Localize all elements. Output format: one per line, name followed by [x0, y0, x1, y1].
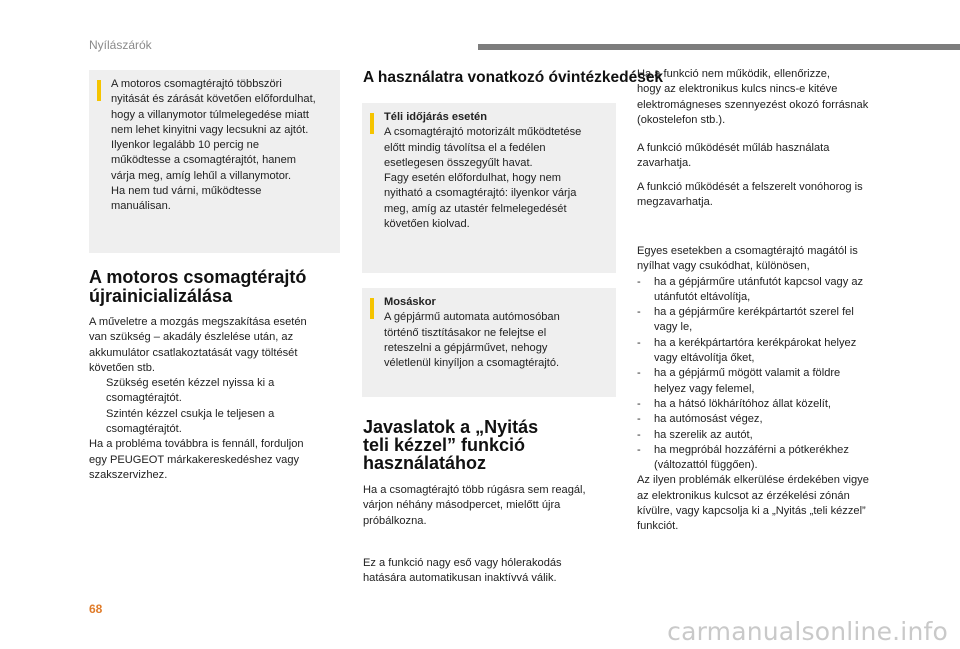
list-item: - ha a gépjármű mögött valamit a földre helyez vagy felemel, — [637, 367, 841, 395]
body-line: szakszervizhez. — [89, 468, 168, 481]
info-icon — [370, 298, 374, 319]
note-line: Fagy esetén előfordulhat, hogy nem — [384, 172, 561, 185]
dash-bullet-icon: - — [637, 367, 641, 380]
note-line: működtesse a csomagtérajtót, hanem — [111, 154, 296, 167]
list-item: - ha a hátsó lökhárítóhoz állat közelít, — [637, 397, 899, 412]
header-rule — [478, 44, 960, 50]
body-line: akkumulátor csatlakoztatását vagy töltését — [89, 346, 298, 359]
right-para-3: A funkció működését a felszerelt vonóhorog is megzavarhatja. — [637, 181, 863, 209]
note-line: manuálisan. — [111, 200, 171, 213]
right-para-2: A funkció működését műláb használata zavarhatja. — [637, 142, 830, 170]
note-line: meg, amíg az utastér felmelegedését — [384, 202, 567, 215]
note-line: véletlenül kinyíljon a csomagtérajtó. — [384, 357, 560, 370]
info-note-text — [111, 77, 332, 215]
body-line: egy PEUGEOT márkakereskedéshez vagy — [89, 453, 300, 466]
list-item: - ha szerelik az autót, — [637, 428, 899, 443]
body-line: Ha a probléma továbbra is fennáll, forduljon — [89, 438, 304, 451]
advice-para-2: Ez a funkció nagy eső vagy hólerakodás hatására automatikusan inaktívvá válik. — [363, 557, 562, 585]
note-line: előtt mindig távolítsa el a fedélen — [384, 141, 546, 154]
body-line: A műveletre a mozgás megszakítása esetén — [89, 316, 307, 328]
dash-bullet-icon: - — [637, 443, 641, 456]
info-note-winter — [362, 103, 616, 273]
page-number: 68 — [89, 602, 103, 616]
info-note-text — [384, 295, 608, 371]
right-para-1: Ha a funkció nem működik, ellenőrizze, hogy az elektronikus kulcs nincs-e kitéve elektromágneses szennyezést okozó forrásnak (okostelefon stb.). — [637, 68, 869, 126]
note-line: hogy a villanymotor túlmelegedése miatt — [111, 108, 309, 121]
note-line: A csomagtérajtó motorizált működtetése — [384, 126, 582, 139]
note-line: A motoros csomagtérajtó többszöri — [111, 78, 282, 90]
dash-bullet-icon: - — [637, 428, 641, 441]
list-item: - ha a kerékpártartóra kerékpárokat helyez vagy eltávolítja őket, — [637, 336, 857, 365]
body-line: követően stb. — [89, 361, 155, 374]
info-note-overheat — [89, 70, 340, 253]
advice-para-1: Ha a csomagtérajtó több rúgásra sem reagál, várjon néhány másodpercet, mielőtt újra próbálkozna. — [363, 484, 586, 527]
reinit-body — [89, 315, 339, 483]
note-line: nyitható a csomagtérajtó: ilyenkor várja — [384, 187, 577, 200]
note-line: nyitását és zárását követően előfordulhat, — [111, 93, 316, 106]
note-line: Ha nem tud várni, működtesse — [111, 185, 262, 198]
list-item: - ha autómosást végez, — [637, 412, 899, 427]
note-line: nem lehet kinyitni vagy lecsukni az ajtót. — [111, 123, 309, 136]
note-line: esetlegesen összegyűlt havat. — [384, 156, 533, 169]
info-icon — [97, 80, 101, 101]
dash-bullet-icon: - — [637, 306, 641, 319]
note-title: Téli időjárás esetén — [384, 111, 487, 123]
precautions-heading: A használatra vonatkozó óvintézkedések — [363, 69, 664, 86]
info-note-washing — [362, 288, 616, 397]
body-line: van szükség – akadály észlelése után, az — [89, 331, 294, 344]
note-line: várja meg, amíg lehűl a villanymotor. — [111, 169, 292, 182]
note-line: történő tisztításakor ne felejtse el — [384, 326, 547, 339]
note-line: reteszelni a gépjárművet, nehogy — [384, 341, 548, 354]
dash-bullet-icon: - — [637, 336, 641, 349]
note-title: Mosáskor — [384, 296, 436, 308]
note-line: követően kiolvad. — [384, 218, 470, 231]
section-title: Nyílászárók — [89, 38, 152, 52]
note-line: Ilyenkor legalább 10 percig ne — [111, 139, 260, 152]
watermark: carmanualsonline.info — [667, 617, 948, 646]
step-item: Szintén kézzel csukja le teljesen a csomagtérajtót. — [106, 407, 275, 436]
list-item: - ha megpróbál hozzáférni a pótkerékhez (változattól függően). — [637, 443, 849, 472]
dash-bullet-icon: - — [637, 413, 641, 426]
note-line: A gépjármű automata autómosóban — [384, 311, 560, 324]
info-icon — [370, 113, 374, 134]
info-note-text — [384, 110, 608, 232]
list-item: - ha a gépjárműre utánfutót kapcsol vagy az utánfutót eltávolítja, — [637, 275, 864, 303]
step-item: Szükség esetén kézzel nyissa ki a csomagtérajtót. — [106, 377, 275, 405]
dash-bullet-icon: - — [637, 275, 641, 288]
dash-bullet-icon: - — [637, 397, 641, 410]
list-item: - ha a gépjárműre kerékpártartót szerel fel vagy le, — [637, 306, 854, 334]
advice-heading: Javaslatok a „Nyitás teli kézzel” funkció használatához — [363, 417, 539, 473]
reinit-heading: A motoros csomagtérajtó újrainicializálása — [89, 267, 307, 306]
right-para-4: Egyes esetekben a csomagtérajtó magától is nyílhat vagy csukódhat, különösen, - ha a gépjárműre utánfutót kapcsol vagy az utánfutót eltávolítja, - ha a gépjárműre kerékpártartót szerel fel vagy le, - ha a kerékpártartóra kerékpárokat helyez vagy eltávolítja őket, - ha a gépjármű mögött valamit a földre helyez vagy felemel, - ha a hátsó lökhárítóhoz állat közelít, - ha autómosást végez, - ha szerelik az autót, - ha megpróbál hozzáférni a pótkerékhez (változattól függően). Az ilyen problémák elkerülése érdekében vigye az elektronikus kulcsot az érzékelési zónán kívülre, vagy kapcsolja ki a „Nyitás „teli kézzel” funkciót. — [637, 244, 899, 535]
